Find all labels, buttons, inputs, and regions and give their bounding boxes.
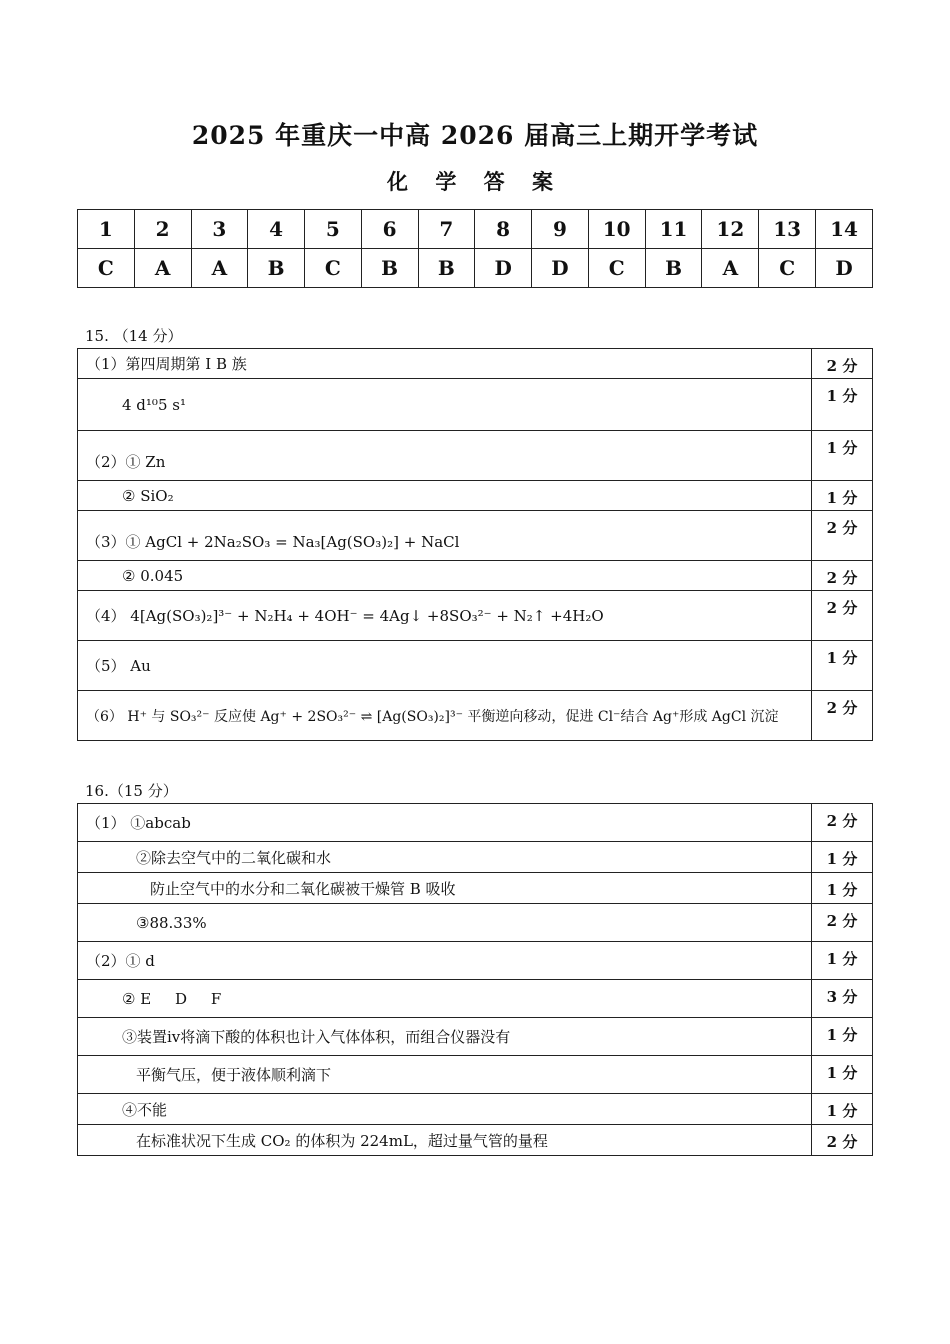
score	[812, 481, 873, 511]
table-row	[78, 1094, 873, 1125]
score-value: 1 分	[826, 1102, 858, 1120]
question-number-row	[78, 210, 873, 249]
answer-text: ④不能	[78, 1094, 812, 1125]
table-row	[78, 804, 873, 842]
score-value: 2 分	[826, 357, 858, 375]
score-value: 1 分	[826, 439, 858, 457]
q16-label: 16.（15 分）	[85, 782, 178, 800]
score	[812, 591, 873, 641]
score-value: 2 分	[826, 912, 858, 930]
table-row	[78, 379, 873, 431]
score	[812, 842, 873, 873]
score	[812, 942, 873, 980]
score	[812, 1125, 873, 1156]
table-row	[78, 1018, 873, 1056]
answer-letter: C	[759, 249, 816, 288]
answer-letter: B	[418, 249, 475, 288]
score-value: 2 分	[826, 569, 858, 587]
answer-text: （2）① Zn	[78, 431, 812, 481]
answer-text: ③88.33%	[78, 904, 812, 942]
q16-answer-table	[77, 803, 873, 1156]
question-number: 3	[191, 210, 248, 249]
score	[812, 561, 873, 591]
page-subtitle: 化 学 答 案	[387, 169, 563, 194]
table-row	[78, 1125, 873, 1156]
answer-text: ③装置iv将滴下酸的体积也计入气体体积，而组合仪器没有	[78, 1018, 812, 1056]
table-row	[78, 349, 873, 379]
score-value: 1 分	[826, 950, 858, 968]
score-value: 1 分	[826, 881, 858, 899]
table-row	[78, 641, 873, 691]
score-value: 3 分	[826, 988, 858, 1006]
table-row	[78, 842, 873, 873]
multiple-choice-answer-table	[77, 209, 873, 288]
score	[812, 1056, 873, 1094]
answer-letter: D	[816, 249, 873, 288]
answer-row	[78, 249, 873, 288]
question-number: 9	[532, 210, 589, 249]
table-row	[78, 561, 873, 591]
score-value: 1 分	[826, 649, 858, 667]
answer-letter: C	[78, 249, 135, 288]
score-value: 1 分	[826, 489, 858, 507]
table-row	[78, 481, 873, 511]
table-row	[78, 904, 873, 942]
answer-text: 平衡气压，便于液体顺利滴下	[78, 1056, 812, 1094]
score-value: 2 分	[826, 1133, 858, 1151]
answer-letter: C	[588, 249, 645, 288]
table-row	[78, 980, 873, 1018]
answer-text: ② 0.045	[78, 561, 812, 591]
answer-letter: B	[361, 249, 418, 288]
answer-text: ②除去空气中的二氧化碳和水	[78, 842, 812, 873]
answer-letter: A	[702, 249, 759, 288]
table-row	[78, 691, 873, 741]
answer-text: （3）① AgCl + 2Na₂SO₃ = Na₃[Ag(SO₃)₂] + NaCl	[78, 511, 812, 561]
table-row	[78, 1056, 873, 1094]
score-value: 2 分	[826, 812, 858, 830]
question-number: 10	[588, 210, 645, 249]
score-value: 2 分	[826, 699, 858, 717]
q15-answer-table	[77, 348, 873, 741]
table-row	[78, 431, 873, 481]
table-row	[78, 942, 873, 980]
answer-letter: B	[645, 249, 702, 288]
answer-text: 防止空气中的水分和二氧化碳被干燥管 B 吸收	[78, 873, 812, 904]
page-title: 2025 年重庆一中高 2026 届高三上期开学考试	[191, 121, 759, 150]
question-number: 1	[78, 210, 135, 249]
score	[812, 904, 873, 942]
answer-letter: A	[191, 249, 248, 288]
question-number: 14	[816, 210, 873, 249]
question-number: 11	[645, 210, 702, 249]
score-value: 2 分	[826, 519, 858, 537]
score-value: 1 分	[826, 1064, 858, 1082]
q15-label: 15. （14 分）	[85, 327, 183, 345]
answer-letter: D	[475, 249, 532, 288]
question-number: 12	[702, 210, 759, 249]
question-number: 5	[305, 210, 362, 249]
answer-text: （6） H⁺ 与 SO₃²⁻ 反应使 Ag⁺ + 2SO₃²⁻ ⇌ [Ag(SO₃)₂]³⁻ 平衡逆向移动，促进 Cl⁻结合 Ag⁺形成 AgCl 沉淀	[78, 691, 812, 741]
question-number: 6	[361, 210, 418, 249]
score	[812, 1018, 873, 1056]
score	[812, 804, 873, 842]
answer-letter: A	[134, 249, 191, 288]
table-row	[78, 591, 873, 641]
score	[812, 641, 873, 691]
answer-text: （2）① d	[78, 942, 812, 980]
score	[812, 873, 873, 904]
answer-letter: C	[305, 249, 362, 288]
question-number: 2	[134, 210, 191, 249]
answer-letter: B	[248, 249, 305, 288]
table-row	[78, 511, 873, 561]
question-number: 8	[475, 210, 532, 249]
question-number: 4	[248, 210, 305, 249]
answer-text: ② SiO₂	[78, 481, 812, 511]
answer-text: ② E D F	[78, 980, 812, 1018]
score	[812, 511, 873, 561]
answer-text: （5） Au	[78, 641, 812, 691]
answer-letter: D	[532, 249, 589, 288]
question-number: 7	[418, 210, 475, 249]
score	[812, 1094, 873, 1125]
answer-text: 4 d¹⁰5 s¹	[78, 379, 812, 431]
score-value: 1 分	[826, 387, 858, 405]
answer-text: （1） ①abcab	[78, 804, 812, 842]
score	[812, 980, 873, 1018]
answer-text: （1）第四周期第 I B 族	[78, 349, 812, 379]
score-value: 2 分	[826, 599, 858, 617]
answer-text: 在标准状况下生成 CO₂ 的体积为 224mL，超过量气管的量程	[78, 1125, 812, 1156]
table-row	[78, 873, 873, 904]
answer-text: （4） 4[Ag(SO₃)₂]³⁻ + N₂H₄ + 4OH⁻ = 4Ag↓ +8SO₃²⁻ + N₂↑ +4H₂O	[78, 591, 812, 641]
score	[812, 379, 873, 431]
score-value: 1 分	[826, 850, 858, 868]
score	[812, 349, 873, 379]
score	[812, 691, 873, 741]
score	[812, 431, 873, 481]
question-number: 13	[759, 210, 816, 249]
score-value: 1 分	[826, 1026, 858, 1044]
